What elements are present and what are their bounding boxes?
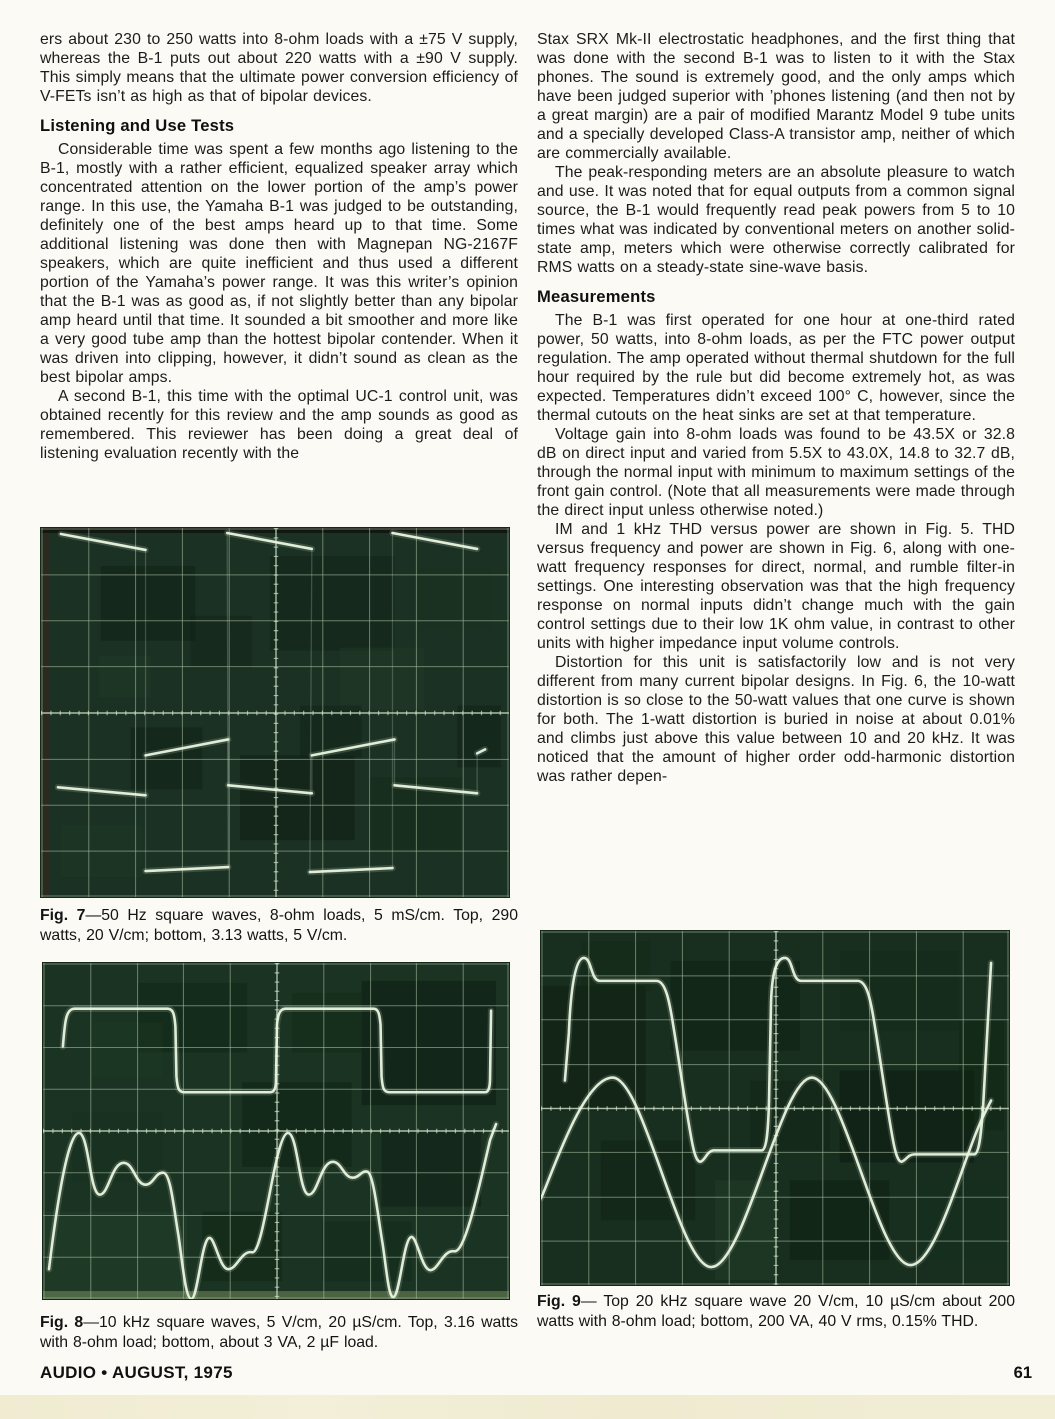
magazine-issue-label: AUDIO • AUGUST, 1975 <box>40 1363 233 1382</box>
fig9-oscilloscope-photo <box>540 930 1010 1286</box>
left-column <box>40 30 518 463</box>
fig9-caption <box>537 1292 1015 1331</box>
fig8-caption-text: —10 kHz square waves, 5 V/cm, 20 µS/cm. Top, 3.16 watts with 8-ohm load; bottom, about 3 VA, 2 µF load. <box>40 1314 518 1351</box>
paragraph-meters: The peak-responding meters are an absolute pleasure to watch and use. It was noted that for equal outputs from a common signal source, the B-1 would frequently read peak powers from 5 to 10 times what was indicated by conventional meters on another solid-state amp, meters which were otherwise correctly calibrated for RMS watts on a steady-state sine-wave basis. <box>537 164 1015 276</box>
page-footer <box>40 1363 1032 1383</box>
fig9-caption-text: — Top 20 kHz square wave 20 V/cm, 10 µS/cm about 200 watts with 8-ohm load; bottom, 200 VA, 40 V rms, 0.15% THD. <box>537 1293 1015 1330</box>
fig7-scope-screen <box>41 528 509 897</box>
section-heading-listening: Listening and Use Tests <box>40 116 235 135</box>
paragraph-listening-1: Considerable time was spent a few months ago listening to the B-1, mostly with a rather efficient, equalized speaker array which concentrated attention on the lower portion of the amp’s power range. In this use, the Yamaha B-1 was judged to be outstanding, definitely one of the best amps heard up to that time. Some additional listening was done then with Magnepan NG-2167F speakers, which are quite inefficient and thus used a different portion of the Yamaha’s power range. It was this writer’s opinion that the B-1 was as good as, if not slightly better than any bipolar amp heard until that time. It sounded a bit smoother and more like a very good tube amp than the hottest bipolar contender. When it was driven into clipping, however, it didn’t sound as clean as the best bipolar amps. <box>40 141 518 386</box>
fig7-caption-text: —50 Hz square waves, 8-ohm loads, 5 mS/cm. Top, 290 watts, 20 V/cm; bottom, 3.13 watts, 5 V/cm. <box>40 907 518 944</box>
paragraph-operated: The B-1 was first operated for one hour at one-third rated power, 50 watts, into 8-ohm loads, as per the FTC power output regulation. The amp operated without thermal shutdown for the full hour required by the rule but did become extremely hot, as was expected. Temperatures didn’t exceed 100° C, however, since the thermal cutouts on the heat sinks are set at that temperature. <box>537 312 1015 424</box>
fig7-oscilloscope-photo <box>40 527 510 898</box>
page-number: 61 <box>1013 1364 1032 1382</box>
paragraph-stax: Stax SRX Mk-II electrostatic headphones, and the first thing that was done with the second B-1 was to listen to it with the Stax phones. The sound is extremely good, and the only amps which have been judged superior with ’phones listening (and then not by a great margin) are a pair of modified Marantz Model 9 tube units and a specially developed Class-A transistor amp, neither of which are commercially available. <box>537 31 1015 162</box>
fig9-scope-screen <box>541 931 1009 1285</box>
fig8-caption-label: Fig. 8 <box>40 1314 84 1331</box>
paragraph-distortion: Distortion for this unit is satisfactorily low and is not very different from many current bipolar designs. In Fig. 6, the 10-watt distortion is so close to the 50-watt values that one curve is shown for both. The 1-watt distortion is buried in noise at about 0.01% and climbs just above this value between 10 and 20 kHz. It was noticed that the amount of higher order odd-harmonic distortion was rather depen- <box>537 654 1015 785</box>
fig9-caption-label: Fig. 9 <box>537 1293 581 1310</box>
section-heading-measurements: Measurements <box>537 287 656 306</box>
fig8-oscilloscope-photo <box>42 962 510 1300</box>
right-column <box>537 30 1015 786</box>
fig8-caption <box>40 1313 518 1352</box>
fig8-scope-screen <box>43 963 509 1299</box>
paragraph-im-thd: IM and 1 kHz THD versus power are shown in Fig. 5. THD versus frequency and power are shown in Fig. 6, along with one-watt frequency responses for direct, normal, and rumble filter-in settings. One interesting observation was that the high frequency response on normal inputs didn’t change much with the gain control settings due to their low 1K ohm value, in contrast to other units with higher impedance input volume controls. <box>537 521 1015 652</box>
paragraph-intro: ers about 230 to 250 watts into 8-ohm loads with a ±75 V supply, whereas the B-1 puts out about 220 watts with a ±90 V supply. This simply means that the ultimate power conversion efficiency of V-FETs isn’t as high as that of bipolar devices. <box>40 31 518 105</box>
paragraph-listening-2: A second B-1, this time with the optimal UC-1 control unit, was obtained recently for this review and the amp sounds as good as remembered. This reviewer has been doing a great deal of listening evaluation recently with the <box>40 388 518 462</box>
fig7-caption <box>40 906 518 945</box>
page-edge-strip <box>0 1395 1055 1419</box>
paragraph-voltage-gain: Voltage gain into 8-ohm loads was found to be 43.5X or 32.8 dB on direct input and varied from 5.5X to 43.0X, 14.8 to 32.7 dB, through the normal input with minimum to maximum settings of the front gain control. (Note that all measurements were made through the direct input unless otherwise noted.) <box>537 426 1015 519</box>
fig7-caption-label: Fig. 7 <box>40 907 86 924</box>
